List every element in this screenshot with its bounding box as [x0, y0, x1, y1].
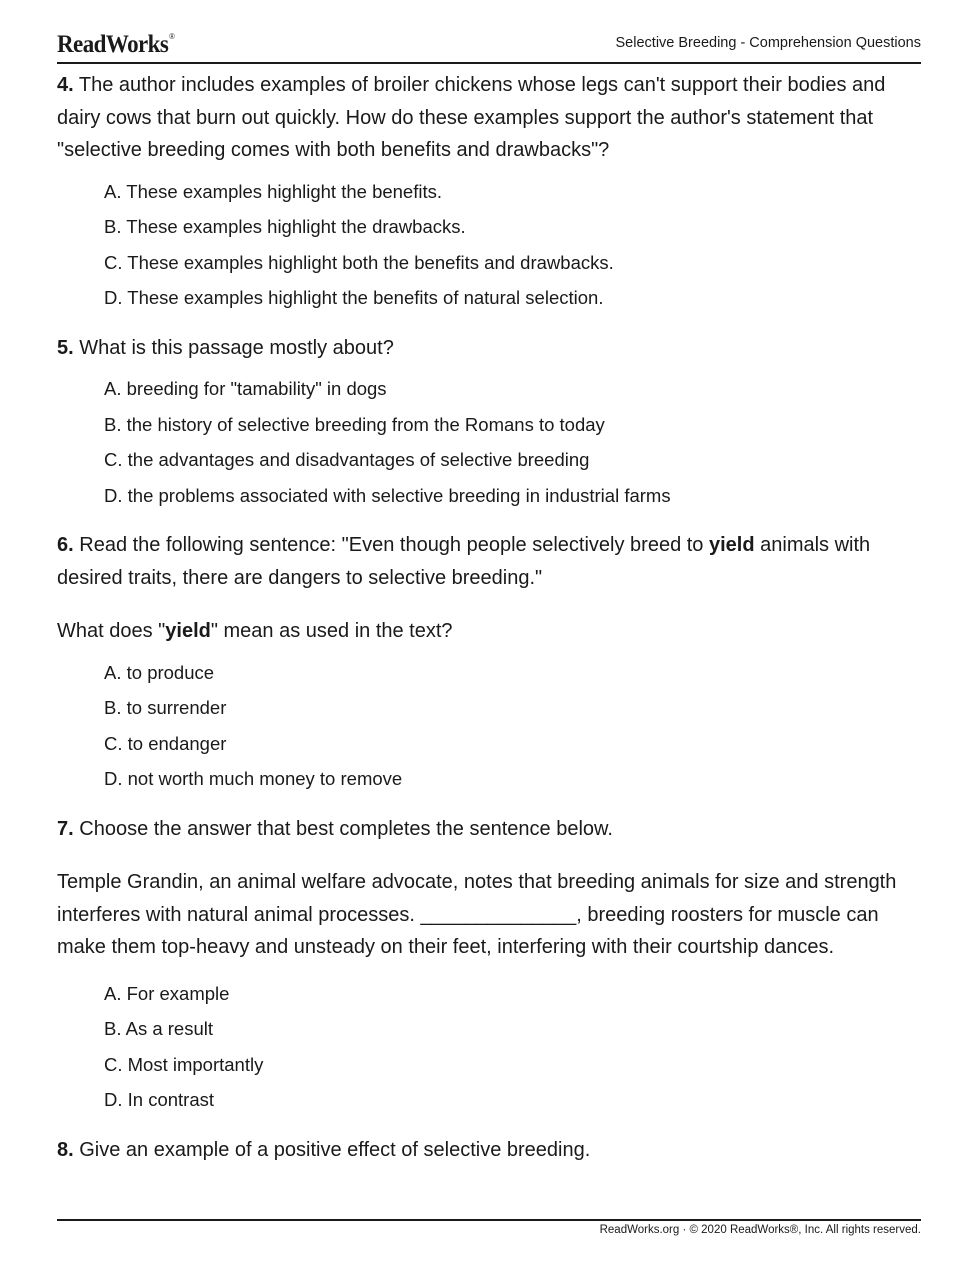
option-a[interactable]: A. breeding for "tamability" in dogs: [104, 378, 387, 399]
question-8: [57, 1134, 921, 1167]
option-d[interactable]: D. the problems associated with selective breeding in industrial farms: [104, 484, 671, 506]
question-4: [57, 69, 921, 316]
footer-divider: [57, 1219, 921, 1221]
option-c[interactable]: C. the advantages and disadvantages of selective breeding: [104, 449, 590, 470]
option-c[interactable]: C. Most importantly: [104, 1053, 264, 1075]
question-4-text: 4. The author includes examples of broiler chickens whose legs can't support their bodies and dairy cows that burn out quickly. How do these examples support the author's statement that "selective breeding comes with both benefits and drawbacks"?: [57, 74, 886, 161]
question-7-text: 7. Choose the answer that best completes the sentence below.: [57, 817, 613, 840]
question-6-text: 6. Read the following sentence: "Even though people selectively breed to yield animals with desired traits, there are dangers to selective breeding.": [57, 534, 871, 589]
readworks-logo: ReadWorks®: [57, 31, 175, 58]
question-4-options: [57, 174, 921, 316]
questions-content: [57, 69, 921, 1166]
option-c[interactable]: C. to endanger: [104, 732, 227, 754]
question-5-options: [57, 371, 921, 513]
document-title: Selective Breeding - Comprehension Questions: [615, 35, 921, 51]
option-a[interactable]: A. For example: [104, 982, 230, 1004]
option-c[interactable]: C. These examples highlight both the benefits and drawbacks.: [104, 251, 614, 273]
question-5-text: 5. What is this passage mostly about?: [57, 336, 394, 359]
option-d[interactable]: D. These examples highlight the benefits of natural selection.: [104, 287, 604, 308]
option-a[interactable]: A. to produce: [104, 661, 215, 683]
question-5: [57, 332, 921, 514]
question-8-text: 8. Give an example of a positive effect of selective breeding.: [57, 1138, 591, 1161]
question-7: [57, 813, 921, 1118]
question-7-passage: Temple Grandin, an animal welfare advocate, notes that breeding animals for size and strength interferes with natural animal processes. ______________, breeding roosters for muscle can make them top-heavy and unsteady on their feet, interfering with their courtship dances.: [57, 871, 897, 958]
question-6-options: [57, 655, 921, 797]
option-b[interactable]: B. As a result: [104, 1018, 213, 1039]
footer-copyright: ReadWorks.org · © 2020 ReadWorks®, Inc. All rights reserved.: [599, 1224, 921, 1236]
question-6: [57, 529, 921, 797]
option-b[interactable]: B. These examples highlight the drawbacks.: [104, 216, 466, 237]
option-b[interactable]: B. the history of selective breeding from the Romans to today: [104, 413, 605, 435]
question-7-options: [57, 976, 921, 1118]
option-b[interactable]: B. to surrender: [104, 697, 227, 718]
option-a[interactable]: A. These examples highlight the benefits.: [104, 180, 443, 202]
option-d[interactable]: D. not worth much money to remove: [104, 768, 403, 789]
page-header: [57, 28, 921, 64]
question-6-prompt: What does "yield" mean as used in the text?: [57, 620, 453, 642]
option-d[interactable]: D. In contrast: [104, 1089, 215, 1110]
